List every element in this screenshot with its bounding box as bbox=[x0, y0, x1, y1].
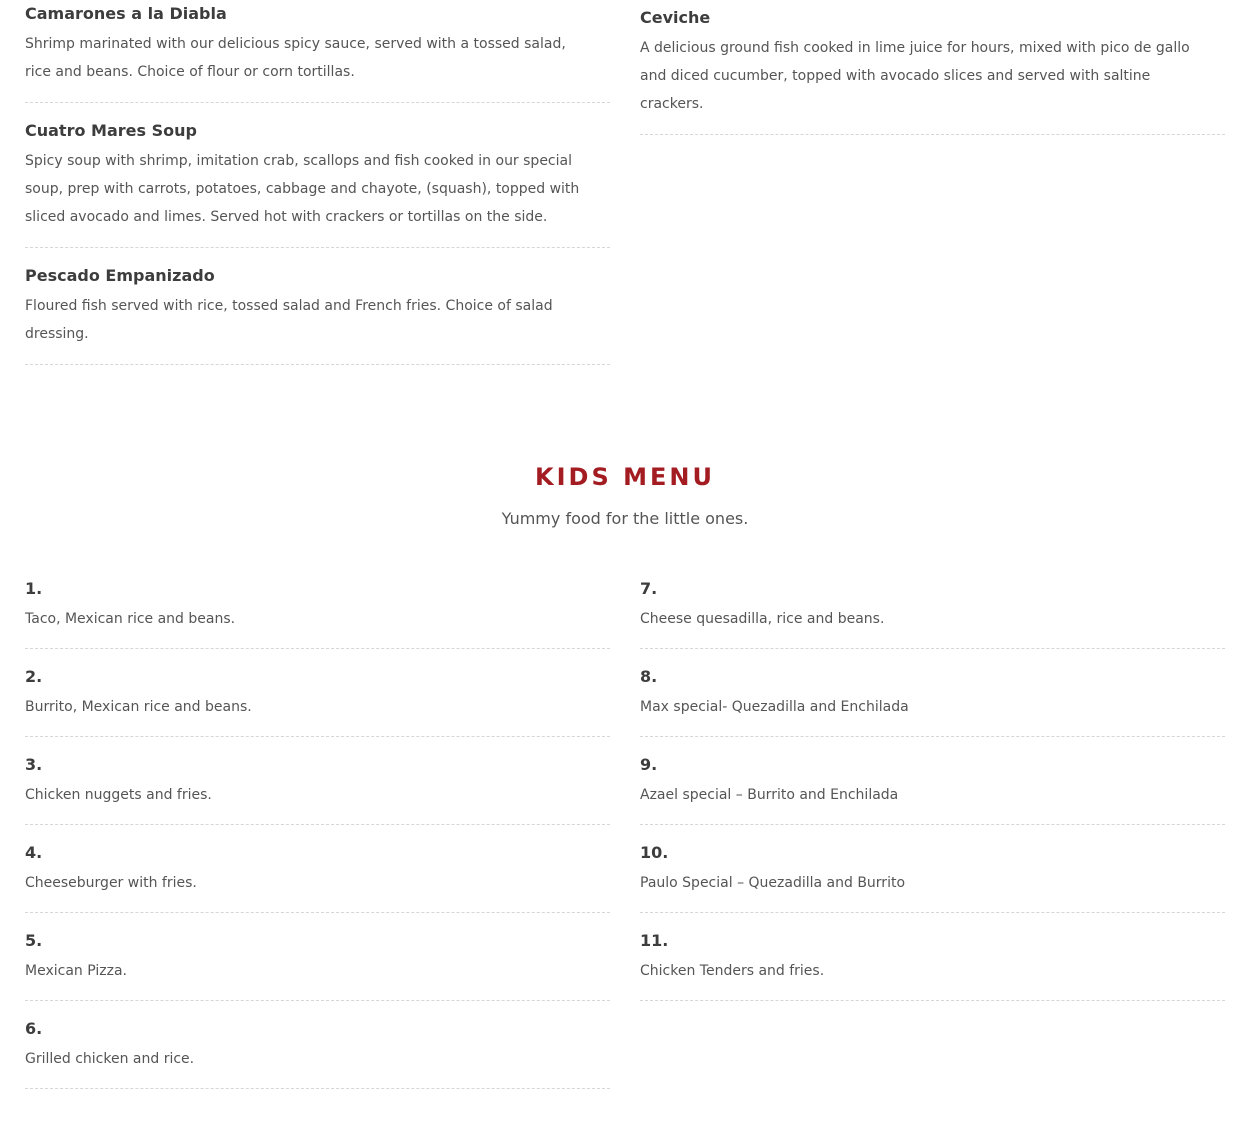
menu-item-number: 5. bbox=[25, 931, 43, 950]
menu-item-title: Pescado Empanizado bbox=[25, 266, 215, 285]
menu-page bbox=[25, 0, 1225, 1105]
kids-menu-item bbox=[640, 841, 1225, 913]
menu-item bbox=[640, 6, 1225, 135]
kids-menu-item bbox=[640, 753, 1225, 825]
menu-item bbox=[25, 2, 610, 103]
menu-item-description: Taco, Mexican rice and beans. bbox=[25, 611, 236, 627]
menu-item-number: 3. bbox=[25, 755, 43, 774]
kids-menu-item bbox=[640, 665, 1225, 737]
kids-menu-item bbox=[25, 841, 610, 913]
section-subtitle: Yummy food for the little ones. bbox=[501, 509, 749, 528]
seafood-column-right bbox=[640, 0, 1225, 381]
menu-item-description: Paulo Special – Quezadilla and Burrito bbox=[640, 875, 906, 891]
menu-item-number: 8. bbox=[640, 667, 658, 686]
kids-menu-header bbox=[25, 461, 1225, 531]
menu-item-description: Spicy soup with shrimp, imitation crab, scallops and fish cooked in our special soup, prep with carrots, potatoes, cabbage and chayote, (squash), topped with sliced avocado and limes. Served hot with crackers or tortillas on the side. bbox=[25, 153, 580, 225]
menu-item-number: 1. bbox=[25, 579, 43, 598]
menu-item-description: A delicious ground fish cooked in lime juice for hours, mixed with pico de gallo and diced cucumber, topped with avocado slices and served with saltine crackers. bbox=[640, 40, 1190, 112]
kids-menu-item bbox=[25, 753, 610, 825]
menu-item-description: Shrimp marinated with our delicious spicy sauce, served with a tossed salad, rice and beans. Choice of flour or corn tortillas. bbox=[25, 36, 566, 80]
menu-item-title: Ceviche bbox=[640, 8, 711, 27]
menu-item bbox=[25, 264, 610, 365]
seafood-section bbox=[25, 0, 1225, 381]
menu-item-description: Max special- Quezadilla and Enchilada bbox=[640, 699, 909, 715]
kids-menu-item bbox=[640, 929, 1225, 1001]
menu-item-title: Camarones a la Diabla bbox=[25, 4, 227, 23]
kids-menu-section bbox=[25, 577, 1225, 1105]
menu-item-description: Cheese quesadilla, rice and beans. bbox=[640, 611, 885, 627]
kids-menu-item bbox=[25, 929, 610, 1001]
menu-item-description: Cheeseburger with fries. bbox=[25, 875, 197, 891]
menu-item-number: 10. bbox=[640, 843, 669, 862]
menu-item-description: Burrito, Mexican rice and beans. bbox=[25, 699, 252, 715]
menu-item-description: Chicken Tenders and fries. bbox=[640, 963, 825, 979]
menu-item-number: 4. bbox=[25, 843, 43, 862]
menu-item-number: 2. bbox=[25, 667, 43, 686]
menu-item-number: 9. bbox=[640, 755, 658, 774]
kids-menu-item bbox=[640, 577, 1225, 649]
kids-column-left bbox=[25, 577, 610, 1105]
kids-menu-item bbox=[25, 665, 610, 737]
menu-item-number: 11. bbox=[640, 931, 669, 950]
menu-item-description: Azael special – Burrito and Enchilada bbox=[640, 787, 899, 803]
kids-menu-item bbox=[25, 577, 610, 649]
section-title: KIDS MENU bbox=[535, 463, 715, 491]
kids-menu-item bbox=[25, 1017, 610, 1089]
menu-item bbox=[25, 119, 610, 248]
menu-item-description: Mexican Pizza. bbox=[25, 963, 127, 979]
menu-item-title: Cuatro Mares Soup bbox=[25, 121, 197, 140]
seafood-column-left bbox=[25, 0, 610, 381]
menu-item-description: Grilled chicken and rice. bbox=[25, 1051, 195, 1067]
menu-item-number: 7. bbox=[640, 579, 658, 598]
kids-column-right bbox=[640, 577, 1225, 1105]
menu-item-description: Floured fish served with rice, tossed salad and French fries. Choice of salad dressing. bbox=[25, 298, 553, 342]
menu-item-description: Chicken nuggets and fries. bbox=[25, 787, 212, 803]
menu-item-number: 6. bbox=[25, 1019, 43, 1038]
